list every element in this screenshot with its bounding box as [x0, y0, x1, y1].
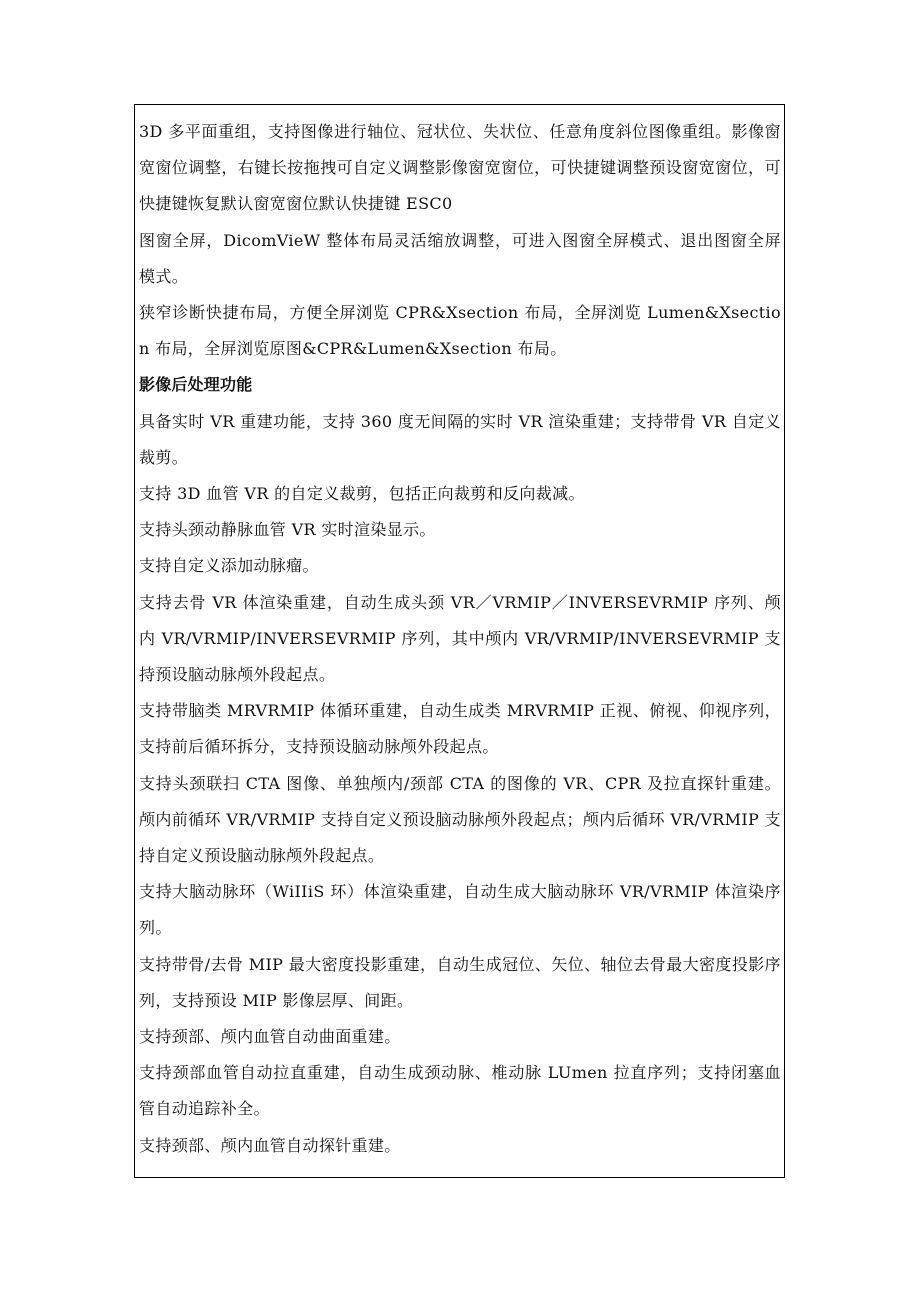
paragraph-curved-recon: 支持颈部、颅内血管自动曲面重建。 [139, 1027, 401, 1047]
paragraph-stenosis-layout: 狭窄诊断快捷布局，方便全屏浏览 CPR&Xsection 布局，全屏浏览 Lumen&Xsection 布局，全屏浏览原图&CPR&Lumen&Xsection 布局。 [139, 303, 781, 359]
paragraph-mip: 支持带骨/去骨 MIP 最大密度投影重建，自动生成冠位、矢位、轴位去骨最大密度投影序列，支持预设 MIP 影像层厚、间距。 [139, 954, 781, 1010]
section-heading: 影像后处理功能 [139, 375, 253, 395]
paragraph-probe: 支持颈部、颅内血管自动探针重建。 [139, 1135, 401, 1155]
paragraph-mrvrmip: 支持带脑类 MRVRMIP 体循环重建，自动生成类 MRVRMIP 正视、俯视、仰视序列，支持前后循环拆分，支持预设脑动脉颅外段起点。 [139, 701, 781, 757]
paragraph-straighten: 支持颈部血管自动拉直重建，自动生成颈动脉、椎动脉 LUmen 拉直序列；支持闭塞血管自动追踪补全。 [139, 1063, 781, 1119]
paragraph-mpr: 3D 多平面重组，支持图像进行轴位、冠状位、失状位、任意角度斜位图像重组。影像窗宽窗位调整，右键长按拖拽可自定义调整影像窗宽窗位，可快捷键调整预设窗宽窗位，可快捷键恢复默认窗宽窗位默认快捷键 ESC0 [139, 122, 781, 214]
paragraph-cta: 支持头颈联扫 CTA 图像、单独颅内/颈部 CTA 的图像的 VR、CPR 及拉直探针重建。颅内前循环 VR/VRMIP 支持自定义预设脑动脉颅外段起点；颅内后循环 VR/VRMIP 支持自定义预设脑动脉颅外段起点。 [139, 773, 781, 866]
paragraph-bone-removal-vr: 支持去骨 VR 体渲染重建，自动生成头颈 VR／VRMIP／INVERSEVRMIP 序列、颅内 VR/VRMIP/INVERSEVRMIP 序列，其中颅内 VR/VRMIP/INVERSEVRMIP 支持预设脑动脉颅外段起点。 [139, 592, 781, 685]
paragraph-willis: 支持大脑动脉环（WiIIiS 环）体渲染重建，自动生成大脑动脉环 VR/VRMIP 体渲染序列。 [139, 882, 781, 938]
paragraph-vr-crop: 支持 3D 血管 VR 的自定义裁剪，包括正向裁剪和反向裁减。 [139, 484, 585, 504]
paragraph-vr-render: 支持头颈动静脉血管 VR 实时渲染显示。 [139, 520, 436, 540]
document-table-cell [134, 104, 785, 1178]
paragraph-fullscreen: 图窗全屏，DicomVieW 整体布局灵活缩放调整，可进入图窗全屏模式、退出图窗全屏模式。 [139, 230, 781, 286]
paragraph-aneurysm: 支持自定义添加动脉瘤。 [139, 556, 319, 576]
paragraph-vr-realtime: 具备实时 VR 重建功能，支持 360 度无间隔的实时 VR 渲染重建；支持带骨 VR 自定义裁剪。 [139, 411, 781, 467]
